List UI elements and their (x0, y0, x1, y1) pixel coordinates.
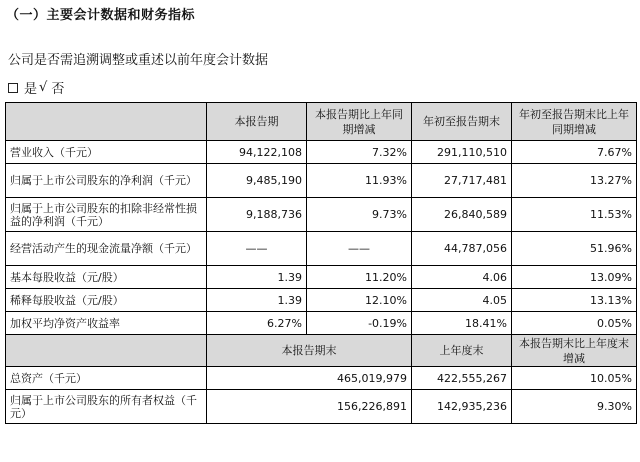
table-cell: 13.13% (512, 289, 637, 312)
table-cell: 4.06 (412, 266, 512, 289)
checkbox-icon (8, 83, 18, 93)
header-cell: 本报告期末比上年度末增减 (512, 335, 637, 367)
table-cell: -0.19% (307, 312, 412, 335)
restatement-answer (8, 78, 64, 97)
row-label: 归属于上市公司股东的净利润（千元） (6, 164, 207, 198)
table-cell: —— (307, 232, 412, 266)
table-cell: 6.27% (207, 312, 307, 335)
row-label: 基本每股收益（元/股） (6, 266, 207, 289)
table-row (6, 164, 637, 198)
table-cell: 51.96% (512, 232, 637, 266)
table-row (6, 266, 637, 289)
row-label: 归属于上市公司股东的扣除非经常性损益的净利润（千元） (6, 198, 207, 232)
table2-header-row (6, 335, 637, 367)
table-row (6, 312, 637, 335)
table-cell: 7.32% (307, 141, 412, 164)
financial-data-table (5, 102, 637, 424)
row-label: 总资产（千元） (6, 367, 207, 390)
table-row (6, 141, 637, 164)
header-cell (6, 103, 207, 141)
header-cell (6, 335, 207, 367)
header-cell: 上年度末 (412, 335, 512, 367)
table-cell: 11.20% (307, 266, 412, 289)
table-cell: 94,122,108 (207, 141, 307, 164)
row-label: 经营活动产生的现金流量净额（千元） (6, 232, 207, 266)
table-cell: 9,188,736 (207, 198, 307, 232)
table-cell: 156,226,891 (207, 390, 412, 424)
table-cell: 9.30% (512, 390, 637, 424)
header-cell: 本报告期比上年同期增减 (307, 103, 412, 141)
table-cell: 26,840,589 (412, 198, 512, 232)
table-cell: 422,555,267 (412, 367, 512, 390)
table-cell: 44,787,056 (412, 232, 512, 266)
table-row (6, 390, 637, 424)
table-cell: —— (207, 232, 307, 266)
table-cell: 11.93% (307, 164, 412, 198)
row-label: 稀释每股收益（元/股） (6, 289, 207, 312)
table-cell: 12.10% (307, 289, 412, 312)
table-cell: 142,935,236 (412, 390, 512, 424)
table-cell: 7.67% (512, 141, 637, 164)
table-row (6, 198, 637, 232)
table-cell: 10.05% (512, 367, 637, 390)
header-cell: 本报告期末 (207, 335, 412, 367)
answer-yes-label: 是 (24, 82, 38, 97)
check-mark-icon: √ (39, 80, 48, 95)
table-row (6, 289, 637, 312)
table-cell: 465,019,979 (207, 367, 412, 390)
table-cell: 27,717,481 (412, 164, 512, 198)
restatement-question: 公司是否需追溯调整或重述以前年度会计数据 (8, 53, 269, 68)
row-label: 营业收入（千元） (6, 141, 207, 164)
table-cell: 291,110,510 (412, 141, 512, 164)
table-cell: 9.73% (307, 198, 412, 232)
table-cell: 18.41% (412, 312, 512, 335)
table-row (6, 232, 637, 266)
header-cell: 年初至报告期末 (412, 103, 512, 141)
section-title: （一）主要会计数据和财务指标 (6, 8, 196, 23)
table-cell: 4.05 (412, 289, 512, 312)
table1-header-row (6, 103, 637, 141)
table-cell: 1.39 (207, 266, 307, 289)
row-label: 加权平均净资产收益率 (6, 312, 207, 335)
table-cell: 0.05% (512, 312, 637, 335)
table-row (6, 367, 637, 390)
answer-no-label: 否 (51, 82, 65, 97)
header-cell: 年初至报告期末比上年同期增减 (512, 103, 637, 141)
table-cell: 11.53% (512, 198, 637, 232)
table-cell: 13.09% (512, 266, 637, 289)
row-label: 归属于上市公司股东的所有者权益（千元） (6, 390, 207, 424)
table-cell: 1.39 (207, 289, 307, 312)
table-cell: 13.27% (512, 164, 637, 198)
header-cell: 本报告期 (207, 103, 307, 141)
table-cell: 9,485,190 (207, 164, 307, 198)
